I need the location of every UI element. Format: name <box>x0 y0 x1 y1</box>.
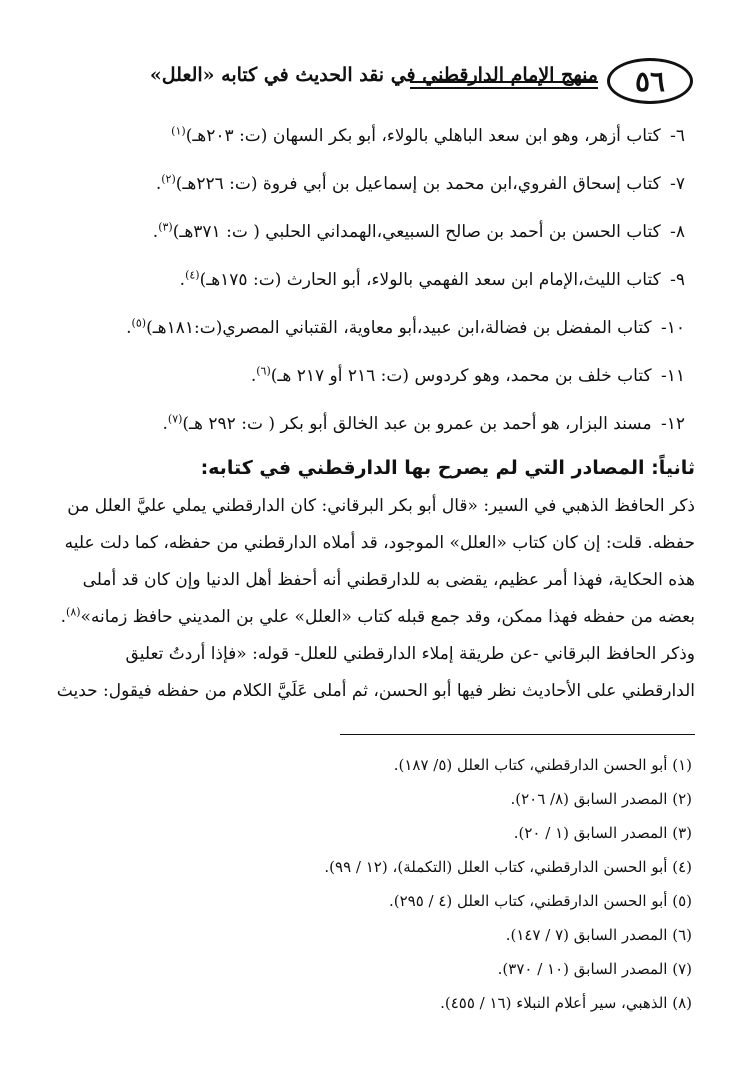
list-item: ١١- كتاب خلف بن محمد، وهو كردوس (ت: ٢١٦ أو ٢١٧ هـ)$^{(٦)}$. <box>250 364 685 386</box>
text-line: وذكر الحافظ البرقاني -عن طريقة إملاء الدارقطني للعلل- قوله: «فإذا أردتُ تعليق <box>125 644 695 664</box>
main-content <box>55 112 695 710</box>
footnote-ref: (١) <box>171 124 186 138</box>
footnote-ref: (٤) <box>185 268 200 282</box>
footnote: (٢) المصدر السابق (٨/ ٢٠٦). <box>510 790 692 808</box>
footnote-ref: (٣) <box>158 220 173 234</box>
running-title: منهج الإمام الدارقطني في نقد الحديث في كتابه «العلل» <box>149 64 598 86</box>
paragraph-2 <box>55 636 695 710</box>
footnotes <box>52 748 692 1020</box>
paragraph-1 <box>55 488 695 636</box>
list-item: ٦- كتاب أزهر، وهو ابن سعد الباهلي بالولاء، أبو بكر السهان (ت: ٢٠٣هـ)$^{(١)}$ <box>171 124 685 146</box>
footnote-separator <box>340 734 695 735</box>
footnote-ref: (٥) <box>131 316 147 330</box>
footnote-ref: (٨) <box>66 605 81 619</box>
footnote-ref: (٦) <box>256 364 271 378</box>
text-line: بعضه من حفظه فهذا ممكن، وقد جمع قبله كتاب «العلل» علي بن المديني حافظ زمانه»$^{(٨)}$. <box>60 605 695 627</box>
footnote: (٥) أبو الحسن الدارقطني، كتاب العلل (٤ / ٢٩٥). <box>388 892 692 910</box>
footnote-ref: (٢) <box>161 172 176 186</box>
footnote-ref: (٧) <box>167 412 183 426</box>
footnote: (٦) المصدر السابق (٧ / ١٤٧). <box>505 926 692 944</box>
footnote: (٣) المصدر السابق (١ / ٢٠). <box>513 824 692 842</box>
list-item: ١٠- كتاب المفضل بن فضالة،ابن عبيد،أبو معاوية، القتباني المصري(ت:١٨١هـ)$^{(٥)}$. <box>126 316 685 338</box>
text-line: ذكر الحافظ الذهبي في السير: «قال أبو بكر البرقاني: كان الدارقطني يملي عليَّ العلل من <box>67 496 695 516</box>
footnote: (٨) الذهبي، سير أعلام النبلاء (١٦ / ٤٥٥). <box>440 994 692 1012</box>
list-item: ٩- كتاب الليث،الإمام ابن سعد الفهمي بالولاء، أبو الحارث (ت: ١٧٥هـ)$^{(٤)}$. <box>179 268 685 290</box>
section-heading: ثانياً: المصادر التي لم يصرح بها الدارقطني في كتابه: <box>200 457 695 479</box>
page-header <box>0 52 730 112</box>
text-line: هذه الحكاية، فهذا أمر عظيم، يقضى به للدارقطني أنه أحفظ أهل الدنيا وإن كان قد أملى <box>82 570 695 590</box>
footnote: (٤) أبو الحسن الدارقطني، كتاب العلل (التكملة)، (١٢ / ٩٩). <box>324 858 692 876</box>
list-item: ١٢- مسند البزار، هو أحمد بن عمرو بن عبد الخالق أبو بكر ( ت: ٢٩٢ هـ)$^{(٧)}$. <box>162 412 685 434</box>
page-number: ٥٦ <box>607 58 693 104</box>
text-line: الدارقطني على الأحاديث نظر فيها أبو الحسن، ثم أملى عَلَيَّ الكلام من حفظه فيقول: حديث <box>56 681 695 701</box>
footnote: (٧) المصدر السابق (١٠ / ٣٧٠). <box>497 960 692 978</box>
footnote: (١) أبو الحسن الدارقطني، كتاب العلل (٥/ ١٨٧). <box>393 756 692 774</box>
list-item: ٨- كتاب الحسن بن أحمد بن صالح السبيعي،الهمداني الحلبي ( ت: ٣٧١هـ)$^{(٣)}$. <box>152 220 685 242</box>
text-line: حفظه. قلت: إن كان كتاب «العلل» الموجود، قد أملاه الدارقطني من حفظه، كما دلت عليه <box>64 533 695 553</box>
list-item: ٧- كتاب إسحاق الفروي،ابن محمد بن إسماعيل بن أبي فروة (ت: ٢٢٦هـ)$^{(٢)}$. <box>155 172 685 194</box>
